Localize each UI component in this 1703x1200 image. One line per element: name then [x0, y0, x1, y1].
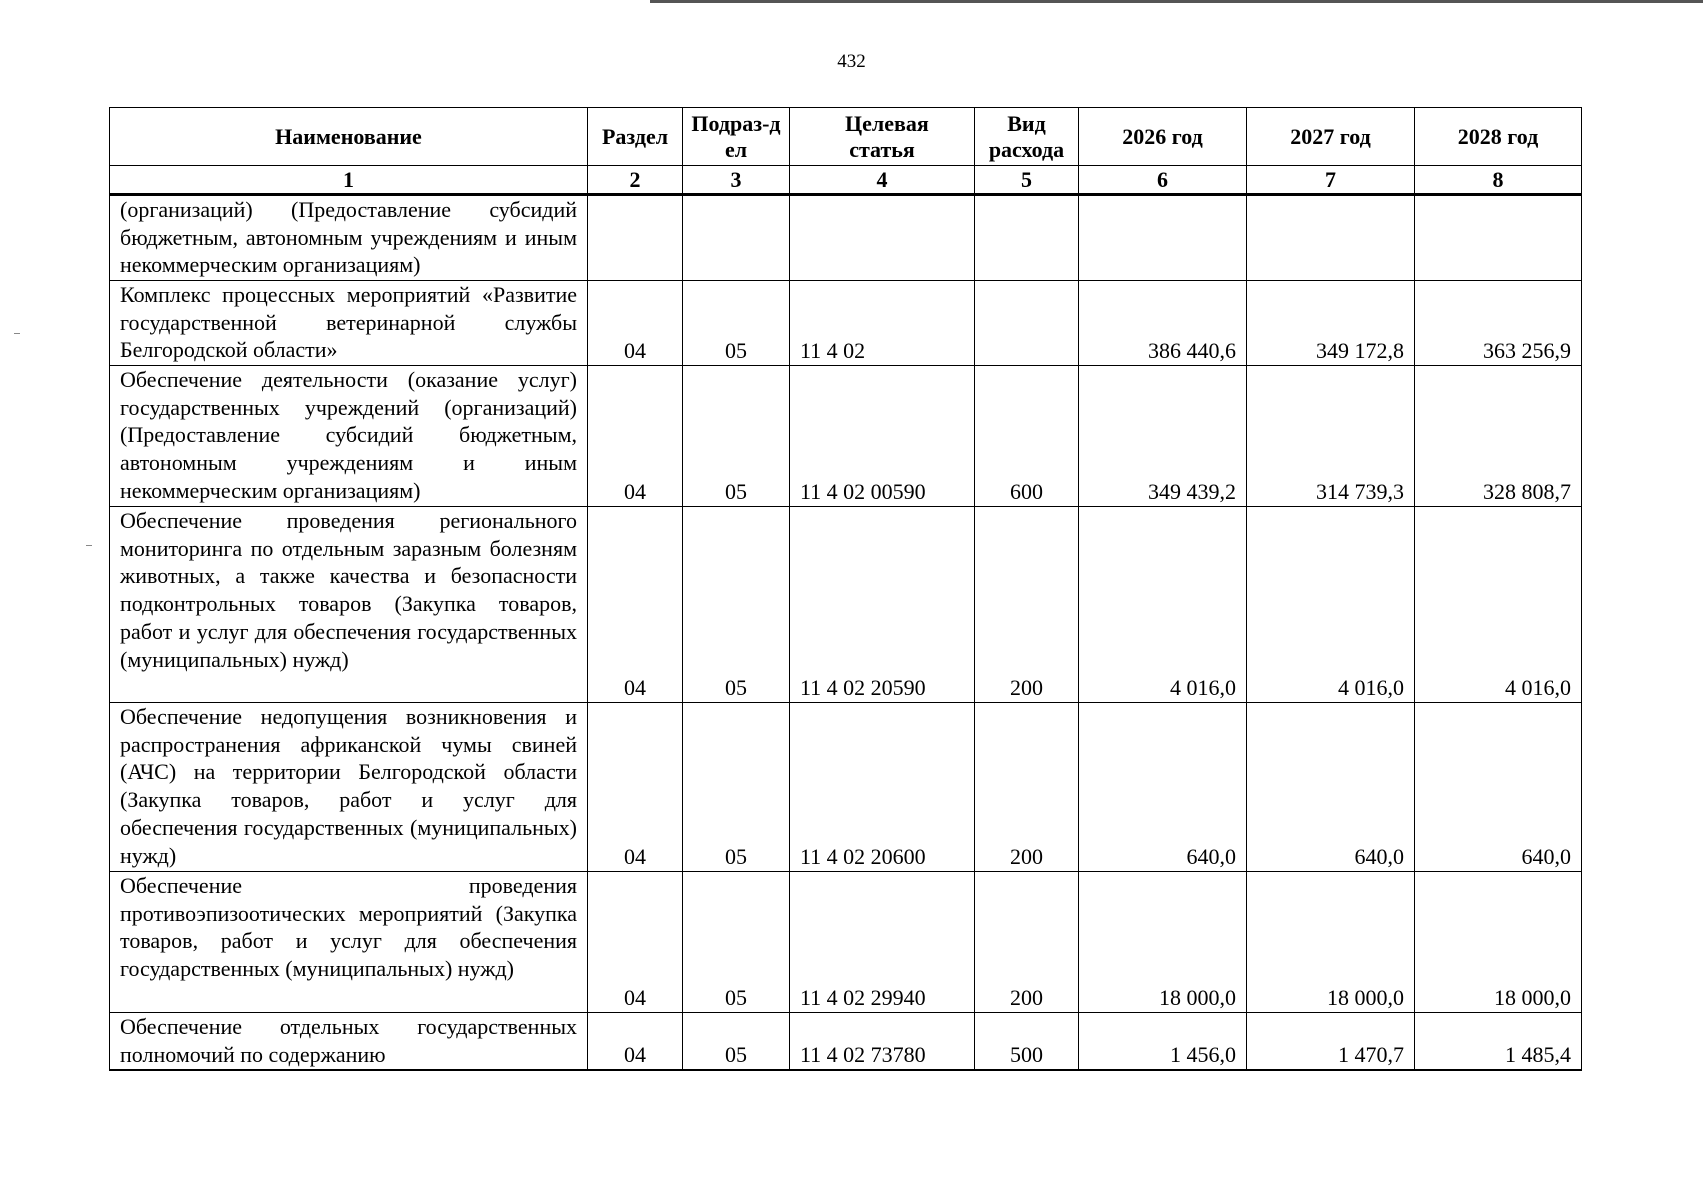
cell-vid: 200 — [975, 703, 1079, 872]
cell-podrazdel: 05 — [683, 1013, 790, 1070]
cell-vid: 200 — [975, 872, 1079, 1013]
cell-name: Обеспечение недопущения возникновения и распространения африканской чумы свиней (АЧС) на территории Белгородской области (Закупка товаров, работ и услуг для обеспечения государственных (муниципальных) нужд) — [110, 703, 588, 872]
cell-podrazdel: 05 — [683, 507, 790, 703]
cell-name: Обеспечение проведения регионального мониторинга по отдельным заразным болезням животных, а также качества и безопасности подконтрольных товаров (Закупка товаров, работ и услуг для обеспечения государственных (муниципальных) нужд) — [110, 507, 588, 703]
cell-name: Обеспечение отдельных государственных полномочий по содержанию — [110, 1013, 588, 1070]
cell-2028: 1 485,4 — [1415, 1013, 1582, 1070]
cell-2028 — [1415, 195, 1582, 281]
cell-2026 — [1079, 195, 1247, 281]
header-name: Наименование — [110, 108, 588, 166]
cell-2028: 18 000,0 — [1415, 872, 1582, 1013]
cell-2028: 363 256,9 — [1415, 281, 1582, 366]
table-row — [110, 195, 1582, 281]
cell-2026: 640,0 — [1079, 703, 1247, 872]
cell-vid — [975, 195, 1079, 281]
cell-2026: 4 016,0 — [1079, 507, 1247, 703]
table-row — [110, 507, 1582, 703]
cell-razdel: 04 — [588, 1013, 683, 1070]
cell-vid: 200 — [975, 507, 1079, 703]
cell-podrazdel: 05 — [683, 281, 790, 366]
cell-2027: 349 172,8 — [1247, 281, 1415, 366]
col-num: 8 — [1415, 166, 1582, 195]
cell-razdel — [588, 195, 683, 281]
cell-razdel: 04 — [588, 703, 683, 872]
header-vid: Вид расхода — [975, 108, 1079, 166]
page-number: 432 — [837, 51, 866, 72]
cell-2027: 18 000,0 — [1247, 872, 1415, 1013]
cell-vid — [975, 281, 1079, 366]
cell-2027: 4 016,0 — [1247, 507, 1415, 703]
cell-2027: 1 470,7 — [1247, 1013, 1415, 1070]
cell-razdel: 04 — [588, 366, 683, 507]
col-num: 1 — [110, 166, 588, 195]
col-num: 7 — [1247, 166, 1415, 195]
cell-razdel: 04 — [588, 507, 683, 703]
table-row — [110, 281, 1582, 366]
cell-statya — [790, 195, 975, 281]
col-num: 4 — [790, 166, 975, 195]
cell-statya: 11 4 02 00590 — [790, 366, 975, 507]
table-row — [110, 703, 1582, 872]
cell-statya: 11 4 02 20590 — [790, 507, 975, 703]
cell-razdel: 04 — [588, 872, 683, 1013]
budget-table — [109, 107, 1582, 1071]
cell-2027: 314 739,3 — [1247, 366, 1415, 507]
cell-podrazdel: 05 — [683, 872, 790, 1013]
header-statya: Целевая статья — [790, 108, 975, 166]
header-2028: 2028 год — [1415, 108, 1582, 166]
header-row — [110, 108, 1582, 166]
header-razdel: Раздел — [588, 108, 683, 166]
column-number-row — [110, 166, 1582, 195]
table-row — [110, 1013, 1582, 1070]
cell-2027: 640,0 — [1247, 703, 1415, 872]
top-scan-rule — [650, 0, 1703, 3]
cell-name: Обеспечение проведения противоэпизоотических мероприятий (Закупка товаров, работ и услуг для обеспечения государственных (муниципальных) нужд) — [110, 872, 588, 1013]
header-podrazdel: Подраз-дел — [683, 108, 790, 166]
cell-podrazdel — [683, 195, 790, 281]
cell-podrazdel: 05 — [683, 703, 790, 872]
cell-statya: 11 4 02 20600 — [790, 703, 975, 872]
cell-podrazdel: 05 — [683, 366, 790, 507]
cell-statya: 11 4 02 29940 — [790, 872, 975, 1013]
cell-statya: 11 4 02 — [790, 281, 975, 366]
margin-mark — [86, 545, 92, 546]
cell-vid: 600 — [975, 366, 1079, 507]
cell-statya: 11 4 02 73780 — [790, 1013, 975, 1070]
cell-2027 — [1247, 195, 1415, 281]
cell-2028: 4 016,0 — [1415, 507, 1582, 703]
cell-name: Обеспечение деятельности (оказание услуг) государственных учреждений (организаций) (Предоставление субсидий бюджетным, автономным учреждениям и иным некоммерческим организациям) — [110, 366, 588, 507]
cell-2028: 640,0 — [1415, 703, 1582, 872]
col-num: 5 — [975, 166, 1079, 195]
cell-2026: 1 456,0 — [1079, 1013, 1247, 1070]
table-row — [110, 366, 1582, 507]
margin-mark — [14, 333, 20, 334]
col-num: 6 — [1079, 166, 1247, 195]
col-num: 3 — [683, 166, 790, 195]
cell-2026: 386 440,6 — [1079, 281, 1247, 366]
cell-2028: 328 808,7 — [1415, 366, 1582, 507]
cell-name: Комплекс процессных мероприятий «Развитие государственной ветеринарной службы Белгородской области» — [110, 281, 588, 366]
cell-2026: 18 000,0 — [1079, 872, 1247, 1013]
header-2027: 2027 год — [1247, 108, 1415, 166]
header-2026: 2026 год — [1079, 108, 1247, 166]
col-num: 2 — [588, 166, 683, 195]
cell-vid: 500 — [975, 1013, 1079, 1070]
cell-name: (организаций) (Предоставление субсидий бюджетным, автономным учреждениям и иным некоммерческим организациям) — [110, 195, 588, 281]
cell-razdel: 04 — [588, 281, 683, 366]
cell-2026: 349 439,2 — [1079, 366, 1247, 507]
table-row — [110, 872, 1582, 1013]
